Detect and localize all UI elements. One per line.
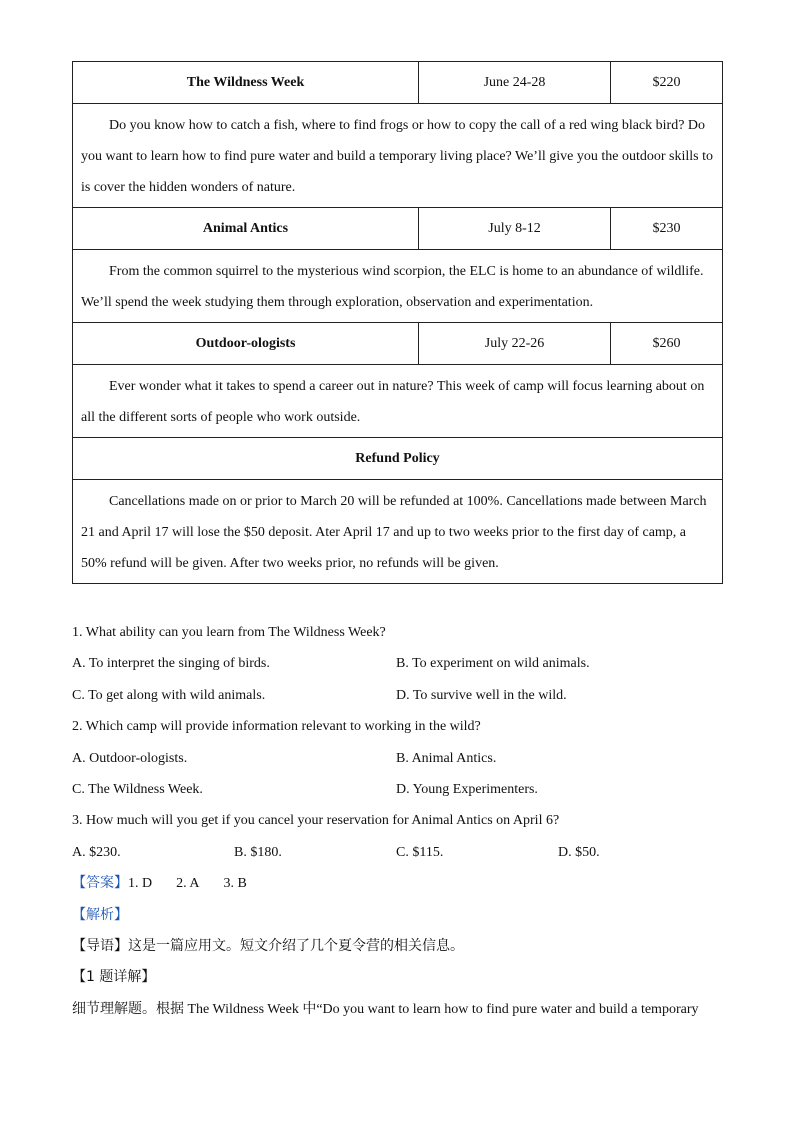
camp-price: $220	[611, 62, 723, 104]
refund-text-row	[73, 480, 723, 584]
option-d: D. Young Experimenters.	[396, 781, 538, 797]
guide-label: 【导语】	[72, 937, 128, 954]
refund-title: Refund Policy	[73, 438, 723, 480]
camp-description-cell	[73, 104, 723, 208]
option-c: C. To get along with wild animals.	[72, 687, 266, 703]
options-row	[72, 837, 722, 868]
detail-heading: 【1 题详解】	[72, 969, 156, 986]
answer-label: 【答案】	[72, 875, 128, 892]
camp-description-cell	[73, 250, 723, 323]
refund-title-row	[73, 438, 723, 480]
refund-text-cell	[73, 480, 723, 584]
option-c: C. $115.	[396, 844, 444, 860]
camp-dates: June 24-28	[419, 62, 611, 104]
analysis-line	[72, 900, 722, 931]
options-row	[72, 680, 722, 711]
camp-description-row	[73, 365, 723, 438]
camp-dates: July 22-26	[419, 323, 611, 365]
options-row	[72, 648, 722, 679]
answer-line	[72, 868, 722, 899]
answer-item: 1. D	[128, 876, 153, 892]
camp-dates: July 8-12	[419, 208, 611, 250]
option-d: D. $50.	[558, 844, 600, 860]
camp-description: Do you know how to catch a fish, where to find frogs or how to copy the call of a red wing black bird? Do you want to learn how to find pure water and build a temporary living place? We’ll give you the outdoor skills to is cover the hidden wonders of nature.	[81, 118, 713, 195]
camp-name: The Wildness Week	[73, 62, 419, 104]
analysis-label: 【解析】	[72, 906, 128, 923]
option-b: B. $180.	[234, 844, 282, 860]
question-1: 1. What ability can you learn from The Wildness Week?	[72, 625, 386, 640]
refund-text: Cancellations made on or prior to March 20 will be refunded at 100%. Cancellations made between March 21 and April 17 will lose the $50 deposit. Ater April 17 and up to two weeks prior to the first day of camp, a 50% refund will be given. After two weeks prior, no refunds will be given.	[81, 494, 707, 571]
options-row	[72, 743, 722, 774]
camp-row	[73, 62, 723, 104]
camp-row	[73, 208, 723, 250]
option-c: C. The Wildness Week.	[72, 781, 203, 797]
answer-item: 3. B	[223, 876, 247, 892]
option-d: D. To survive well in the wild.	[396, 687, 567, 703]
answer-item: 2. A	[176, 876, 200, 892]
camp-description-row	[73, 250, 723, 323]
option-a: A. To interpret the singing of birds.	[72, 656, 270, 672]
camp-price: $230	[611, 208, 723, 250]
camp-description: Ever wonder what it takes to spend a career out in nature? This week of camp will focus learning about on all the different sorts of people who work outside.	[81, 379, 705, 425]
camp-table	[72, 61, 723, 584]
option-a: A. $230.	[72, 844, 121, 860]
guide-line	[72, 931, 722, 962]
question-3: 3. How much will you get if you cancel your reservation for Animal Antics on April 6?	[72, 813, 560, 829]
detail-text: 细节理解题。根据 The Wildness Week 中“Do you want to learn how to find pure water and build a temporary	[72, 1001, 699, 1017]
option-b: B. Animal Antics.	[396, 750, 497, 766]
options-row	[72, 774, 722, 805]
questions-section	[72, 617, 722, 1025]
option-a: A. Outdoor-ologists.	[72, 750, 188, 766]
camp-name: Animal Antics	[73, 208, 419, 250]
guide-text: 这是一篇应用文。短文介绍了几个夏令营的相关信息。	[128, 937, 464, 954]
camp-price: $260	[611, 323, 723, 365]
camp-name: Outdoor-ologists	[73, 323, 419, 365]
question-2: 2. Which camp will provide information relevant to working in the wild?	[72, 719, 481, 735]
camp-description-row	[73, 104, 723, 208]
option-b: B. To experiment on wild animals.	[396, 656, 590, 672]
camp-row	[73, 323, 723, 365]
camp-description: From the common squirrel to the mysterious wind scorpion, the ELC is home to an abundance of wildlife. We’ll spend the week studying them through exploration, observation and experimentation.	[81, 264, 704, 310]
camp-description-cell	[73, 365, 723, 438]
